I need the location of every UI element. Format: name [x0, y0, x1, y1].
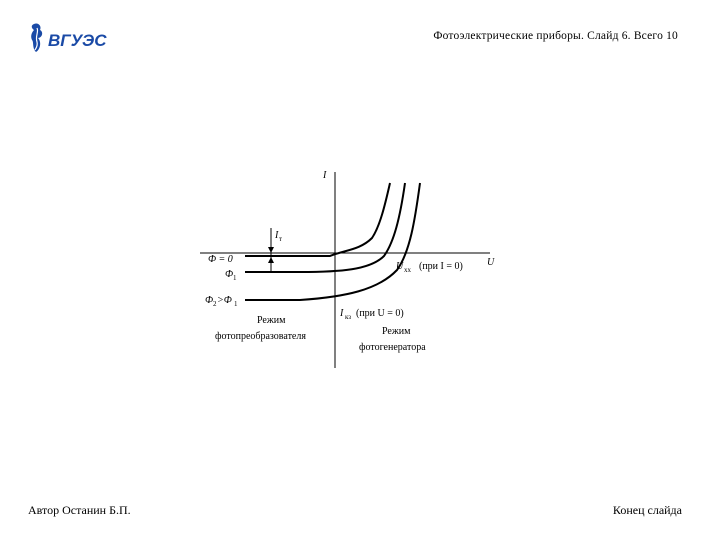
- axis-u-label: U: [487, 257, 495, 268]
- flux1-label: Ф: [225, 269, 234, 280]
- ikz-label: I: [340, 308, 344, 319]
- flux2-label: Ф: [205, 295, 214, 306]
- uxx-label: U: [396, 261, 404, 272]
- uxx-condition: (при I = 0): [419, 261, 463, 272]
- author-label: Автор Останин Б.П.: [28, 503, 131, 517]
- ikz-sub: кз: [345, 313, 352, 321]
- curve-flux-1: [245, 183, 405, 272]
- ikz-condition: (при U = 0): [356, 308, 404, 319]
- flux2-relation: >Ф: [217, 295, 232, 306]
- dark-current-label: I: [275, 230, 279, 241]
- mode-right-line2: фотогенератора: [359, 342, 426, 353]
- mode-left-line2: фотопреобразователя: [215, 331, 306, 342]
- dark-current-sub: т: [279, 235, 283, 243]
- svg-text:ВГУЭС: ВГУЭС: [48, 31, 107, 50]
- end-slide-link[interactable]: Конец слайда: [612, 503, 682, 517]
- flux2-relation-sub: 1: [234, 300, 238, 308]
- mode-right-line1: Режим: [382, 326, 411, 337]
- curve-flux-zero: [245, 183, 390, 256]
- flux2-sub: 2: [213, 300, 217, 308]
- dark-current-arrow-up: [268, 257, 274, 263]
- axis-i-label: I: [323, 170, 327, 181]
- dark-current-arrow-down: [268, 247, 274, 253]
- flux1-sub: 1: [233, 274, 237, 282]
- slide-title: Фотоэлектрические приборы. Слайд 6. Всего 10: [433, 30, 678, 42]
- flux-zero-label: Ф = 0: [208, 254, 233, 265]
- uxx-sub: хх: [404, 266, 411, 274]
- mode-left-line1: Режим: [257, 315, 286, 326]
